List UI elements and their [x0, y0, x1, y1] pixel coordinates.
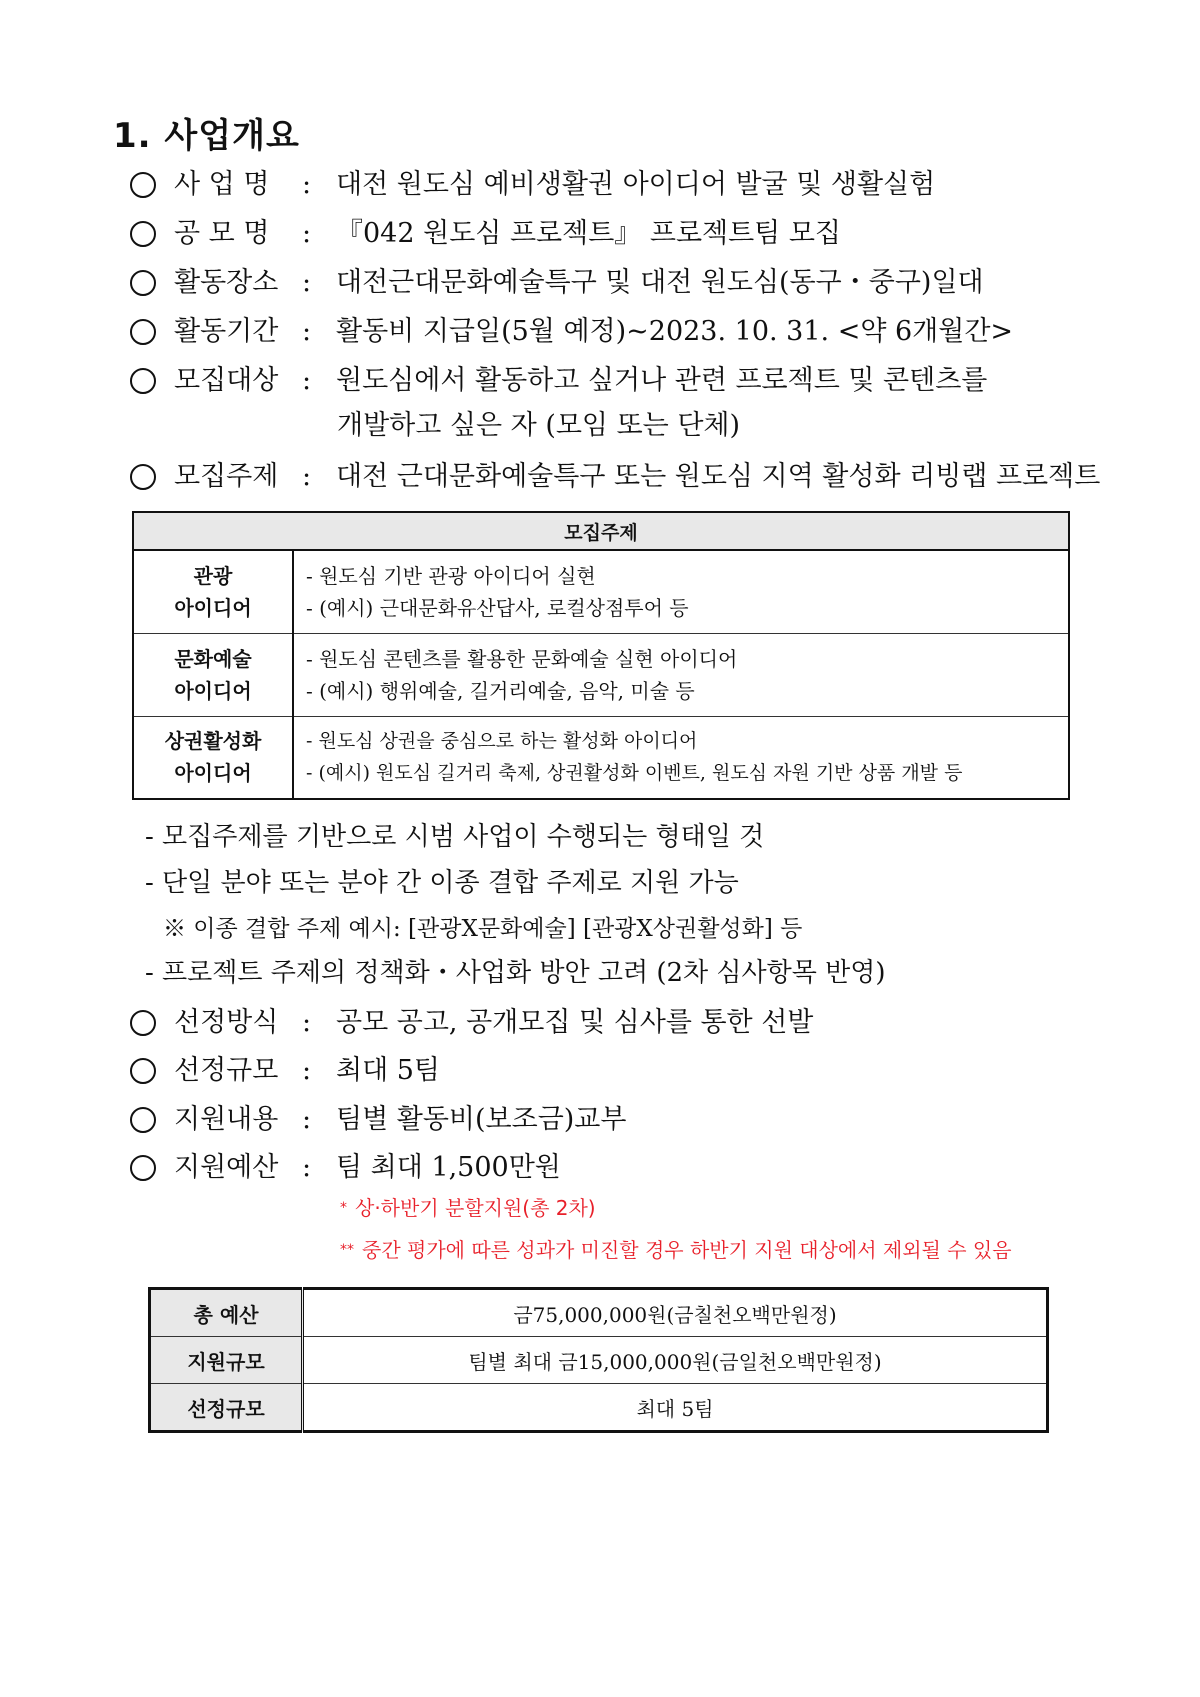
theme-category	[133, 550, 293, 633]
overview-value: 대전 원도심 예비생활권 아이디어 발굴 및 생활실험	[336, 169, 936, 200]
circle-bullet-icon	[130, 172, 156, 198]
overview-item-target	[130, 361, 987, 401]
selection-value: 공모 공고, 공개모집 및 심사를 통한 선발	[336, 1007, 814, 1038]
overview-value: 대전근대문화예술특구 및 대전 원도심(동구・중구)일대	[336, 267, 984, 298]
budget-value: 팀별 최대 금15,000,000원(금일천오백만원정)	[303, 1337, 1048, 1384]
note-line: - 단일 분야 또는 분야 간 이종 결합 주제로 지원 가능	[145, 868, 739, 898]
overview-colon: :	[302, 316, 312, 347]
budget-value: 금75,000,000원(금칠천오백만원정)	[303, 1289, 1048, 1337]
asterisk-mark: **	[340, 1242, 354, 1258]
overview-label: 모집주제	[174, 461, 279, 492]
overview-item-contest-name	[130, 214, 841, 254]
circle-bullet-icon	[130, 270, 156, 296]
table-row	[133, 633, 1069, 716]
selection-value: 팀별 활동비(보조금)교부	[336, 1104, 627, 1135]
selection-label: 선정방식	[174, 1007, 279, 1038]
selection-colon: :	[302, 1104, 312, 1135]
circle-bullet-icon	[130, 1155, 156, 1181]
asterisk-mark: *	[340, 1200, 347, 1216]
overview-colon: :	[302, 169, 312, 200]
circle-bullet-icon	[130, 464, 156, 490]
budget-key: 지원규모	[150, 1337, 303, 1384]
selection-item-budget	[130, 1148, 561, 1188]
overview-value: 원도심에서 활동하고 싶거나 관련 프로젝트 및 콘텐츠를	[336, 365, 988, 396]
overview-label: 공 모 명	[174, 218, 270, 249]
category-line: 아이디어	[174, 678, 252, 703]
theme-category	[133, 716, 293, 799]
overview-item-period	[130, 312, 1013, 352]
selection-item-method	[130, 1003, 813, 1043]
selection-colon: :	[302, 1152, 312, 1183]
budget-key: 총 예산	[150, 1289, 303, 1337]
selection-label: 지원내용	[174, 1104, 279, 1135]
table-row	[150, 1384, 1048, 1432]
description-line: - 원도심 상권을 중심으로 하는 활성화 아이디어	[306, 730, 698, 753]
overview-label: 활동기간	[174, 316, 279, 347]
overview-item-location	[130, 263, 984, 303]
budget-table	[148, 1287, 1049, 1433]
overview-colon: :	[302, 461, 312, 492]
circle-bullet-icon	[130, 319, 156, 345]
table-row	[133, 550, 1069, 633]
overview-value: 대전 근대문화예술특구 또는 원도심 지역 활성화 리빙랩 프로젝트	[336, 461, 1101, 492]
note-line: - 프로젝트 주제의 정책화・사업화 방안 고려 (2차 심사항목 반영)	[145, 958, 886, 988]
note-line: - 모집주제를 기반으로 시범 사업이 수행되는 형태일 것	[145, 822, 765, 852]
circle-bullet-icon	[130, 221, 156, 247]
theme-description	[293, 550, 1069, 633]
selection-label: 지원예산	[174, 1152, 279, 1183]
theme-description	[293, 716, 1069, 799]
selection-label: 선정규모	[174, 1055, 279, 1086]
selection-colon: :	[302, 1007, 312, 1038]
table-row	[150, 1337, 1048, 1384]
theme-description	[293, 633, 1069, 716]
overview-colon: :	[302, 218, 312, 249]
selection-value: 팀 최대 1,500만원	[336, 1152, 561, 1183]
selection-value: 최대 5팀	[336, 1055, 441, 1086]
overview-label: 활동장소	[174, 267, 279, 298]
budget-value: 최대 5팀	[303, 1384, 1048, 1432]
selection-item-scale	[130, 1051, 440, 1091]
red-note-text: 상·하반기 분할지원(총 2차)	[355, 1196, 596, 1220]
category-line: 관광	[193, 563, 233, 588]
overview-colon: :	[302, 365, 312, 396]
circle-bullet-icon	[130, 1010, 156, 1036]
category-line: 상권활성화	[164, 729, 262, 754]
category-line: 아이디어	[174, 761, 252, 786]
overview-colon: :	[302, 267, 312, 298]
theme-category	[133, 633, 293, 716]
category-line: 아이디어	[174, 595, 252, 620]
description-line: - (예시) 행위예술, 길거리예술, 음악, 미술 등	[306, 678, 695, 703]
description-line: - (예시) 원도심 길거리 축제, 상권활성화 이벤트, 원도심 자원 기반 상품 개발 등	[306, 762, 963, 785]
table-row	[150, 1289, 1048, 1337]
selection-colon: :	[302, 1055, 312, 1086]
overview-value: 『042 원도심 프로젝트』 프로젝트팀 모집	[336, 218, 842, 249]
overview-item-project-name	[130, 165, 935, 205]
overview-item-theme	[130, 457, 1100, 497]
red-note	[340, 1193, 596, 1223]
description-line: - (예시) 근대문화유산답사, 로컬상점투어 등	[306, 595, 689, 620]
description-line: - 원도심 콘텐츠를 활용한 문화예술 실현 아이디어	[306, 646, 738, 671]
category-line: 문화예술	[174, 646, 252, 671]
theme-table-header: 모집주제	[133, 512, 1069, 550]
description-line: - 원도심 기반 관광 아이디어 실현	[306, 563, 596, 588]
table-row	[133, 716, 1069, 799]
note-example-line: ※ 이종 결합 주제 예시: [관광X문화예술] [관광X상권활성화] 등	[163, 916, 803, 942]
red-note	[340, 1235, 1012, 1265]
overview-label: 사 업 명	[174, 169, 270, 200]
red-note-text: 중간 평가에 따른 성과가 미진할 경우 하반기 지원 대상에서 제외될 수 있음	[362, 1238, 1012, 1262]
section-title: 1. 사업개요	[113, 116, 300, 156]
selection-item-support	[130, 1100, 626, 1140]
overview-value-continued: 개발하고 싶은 자 (모임 또는 단체)	[337, 410, 741, 441]
circle-bullet-icon	[130, 1107, 156, 1133]
overview-label: 모집대상	[174, 365, 279, 396]
theme-table	[132, 511, 1070, 800]
circle-bullet-icon	[130, 368, 156, 394]
budget-key: 선정규모	[150, 1384, 303, 1432]
overview-value: 활동비 지급일(5월 예정)~2023. 10. 31. <약 6개월간>	[336, 316, 1014, 347]
circle-bullet-icon	[130, 1058, 156, 1084]
